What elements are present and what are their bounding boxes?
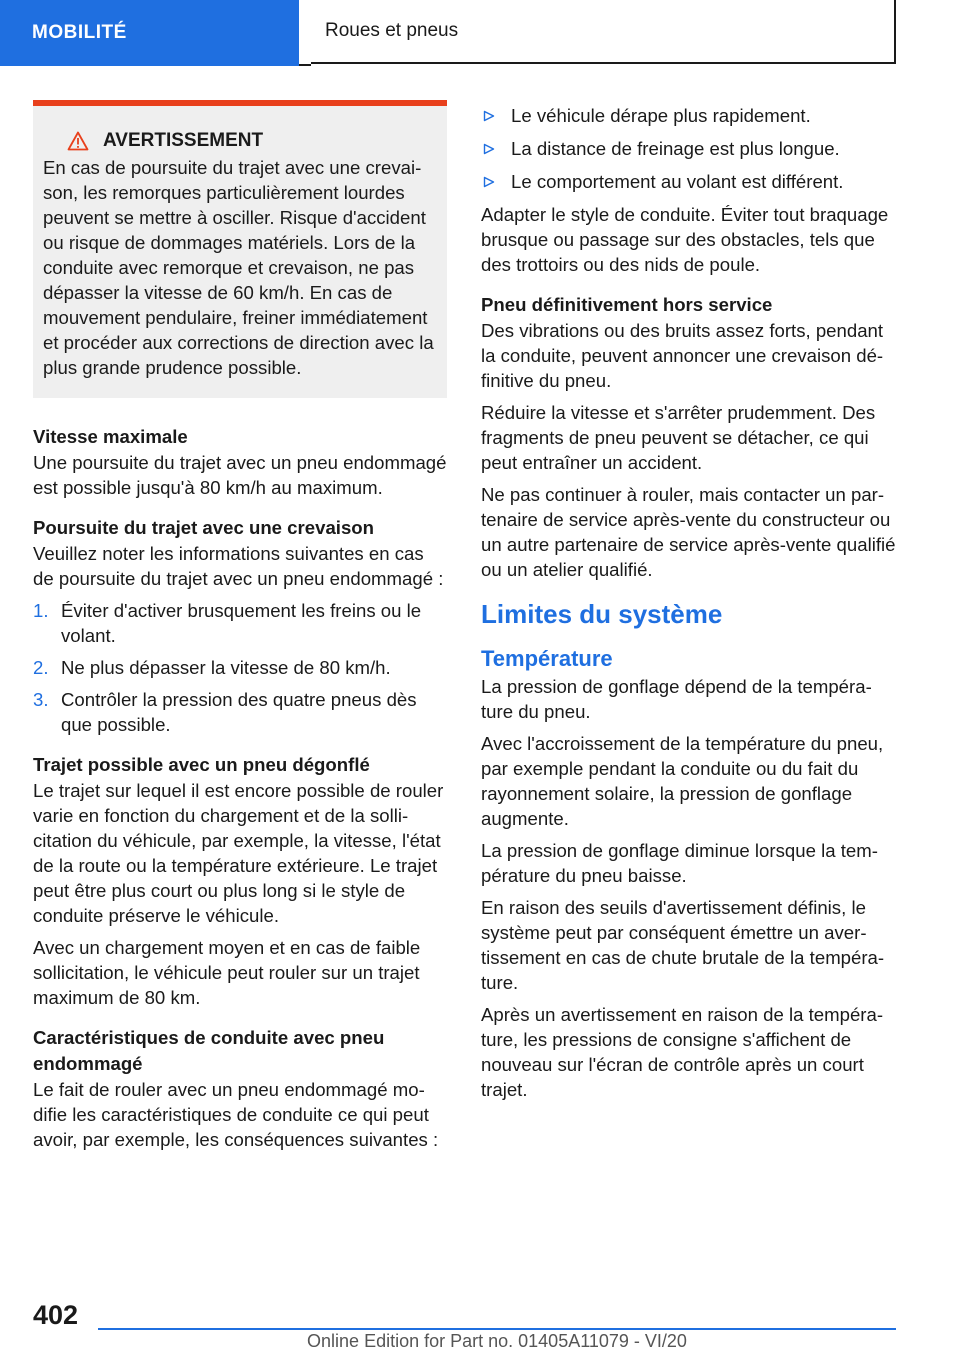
paragraph: Le trajet sur lequel il est encore possible de rouler varie en fonction du chargement et de la sollicitation du véhicule, par exemple, la vitesse, l'état de la route ou la température extérieure. Le trajet peut être plus court ou plus long si le style de conduite préserve le véhicule. (33, 780, 444, 926)
paragraph: Après un avertissement en raison de la température, les pressions de consigne s'affichent de nouveau sur l'écran de contrôle après un court trajet. (481, 1004, 884, 1100)
step-number: 3. (33, 689, 49, 710)
page-header (0, 0, 960, 66)
warning-triangle-icon (67, 131, 89, 151)
triangle-bullet-icon (481, 169, 511, 194)
heading-hors-service: Pneu définitivement hors service (481, 294, 773, 315)
step-text: Éviter d'activer brusquement les freins ou le volant. (61, 600, 422, 646)
page-number: 402 (33, 1300, 79, 1330)
paragraph: Ne pas continuer à rouler, mais contacter un partenaire de service après-vente du constructeur ou un autre partenaire de service après-vente qualifié ou un atelier qualifié. (481, 484, 896, 580)
paragraph: Avec un chargement moyen et en cas de faible sollicitation, le véhicule peut rouler sur un trajet maximum de 80 km. (33, 937, 421, 1008)
paragraph: Veuillez noter les informations suivantes en cas de poursuite du trajet avec un pneu endommagé : (33, 543, 444, 589)
paragraph: La pression de gonflage diminue lorsque la température du pneu baisse. (481, 840, 878, 886)
warning-box (33, 100, 447, 398)
header-divider (299, 64, 311, 66)
bullet-text: Le véhicule dérape plus rapidement. (511, 105, 811, 126)
heading-trajet: Trajet possible avec un pneu dégonflé (33, 754, 370, 775)
section-limites (481, 598, 896, 1102)
section-trajet (33, 752, 447, 1010)
heading-poursuite: Poursuite du trajet avec une crevaison (33, 517, 375, 538)
section-title: Roues et pneus (311, 0, 896, 64)
chapter-tab: MOBILITÉ (0, 0, 299, 66)
paragraph: Avec l'accroissement de la température du pneu, par exemple pendant la conduite ou du fait du rayonnement solaire, la pression de gonflage augmente. (481, 733, 884, 829)
list-item (33, 598, 447, 648)
list-item (481, 136, 896, 161)
footer-divider (98, 1328, 896, 1330)
step-number: 1. (33, 600, 49, 621)
heading-caracteristiques: Caractéristiques de conduite avec pneu endommagé (33, 1027, 385, 1074)
paragraph: Des vibrations ou des bruits assez forts, pendant la conduite, peuvent annoncer une crevaison définitive du pneu. (481, 320, 884, 391)
list-item (33, 655, 447, 680)
step-number: 2. (33, 657, 49, 678)
section-hors-service (481, 292, 896, 582)
list-item (33, 687, 447, 737)
warning-text: En cas de poursuite du trajet avec une crevaison, les remorques particulièrement lourdes peuvent se mettre à osciller. Risque d'accident ou risque de dommages matériels. Lors de la conduite avec remorque et crevaison, ne pas dépasser la vitesse de 60 km/h. En cas de mouvement pendulaire, freiner immédiatement et procéder aux corrections de direction avec la plus grande prudence possible. (43, 157, 434, 378)
consequences-list (481, 103, 896, 194)
step-text: Ne plus dépasser la vitesse de 80 km/h. (61, 657, 391, 678)
list-item (481, 103, 896, 128)
paragraph: La pression de gonflage dépend de la température du pneu. (481, 676, 872, 722)
right-column (481, 103, 896, 1109)
edition-footer: Online Edition for Part no. 01405A11079 - VI/20 (307, 1331, 687, 1351)
list-item (481, 169, 896, 194)
paragraph: Une poursuite du trajet avec un pneu endommagé est possible jusqu'à 80 km/h au maximum. (33, 452, 447, 498)
bullet-text: La distance de freinage est plus longue. (511, 138, 840, 159)
section-caracteristiques (33, 1025, 447, 1152)
heading-temperature: Température (481, 646, 613, 671)
heading-vitesse: Vitesse maximale (33, 426, 188, 447)
paragraph: Adapter le style de conduite. Éviter tout braquage brusque ou passage sur des obstacles, tels que des trottoirs ou des nids de poule. (481, 204, 889, 275)
warning-label: AVERTISSEMENT (103, 130, 264, 151)
paragraph: Réduire la vitesse et s'arrêter prudemment. Des fragments de pneu peuvent se détacher, ce qui peut entraîner un accident. (481, 402, 876, 473)
warning-title (67, 128, 437, 153)
triangle-bullet-icon (481, 136, 511, 161)
paragraph: En raison des seuils d'avertissement définis, le système peut par conséquent émettre un avertissement en cas de chute brutale de la température. (481, 897, 885, 993)
paragraph: Le fait de rouler avec un pneu endommagé modifie les caractéristiques de conduite ce qui peut avoir, par exemple, les conséquences suivantes : (33, 1079, 439, 1150)
left-column (33, 100, 447, 1159)
section-vitesse (33, 424, 447, 500)
section-poursuite (33, 515, 447, 737)
bullet-text: Le comportement au volant est différent. (511, 171, 844, 192)
step-text: Contrôler la pression des quatre pneus dès que possible. (61, 689, 417, 735)
triangle-bullet-icon (481, 103, 511, 128)
heading-limites: Limites du système (481, 599, 723, 629)
steps-list (33, 598, 447, 737)
